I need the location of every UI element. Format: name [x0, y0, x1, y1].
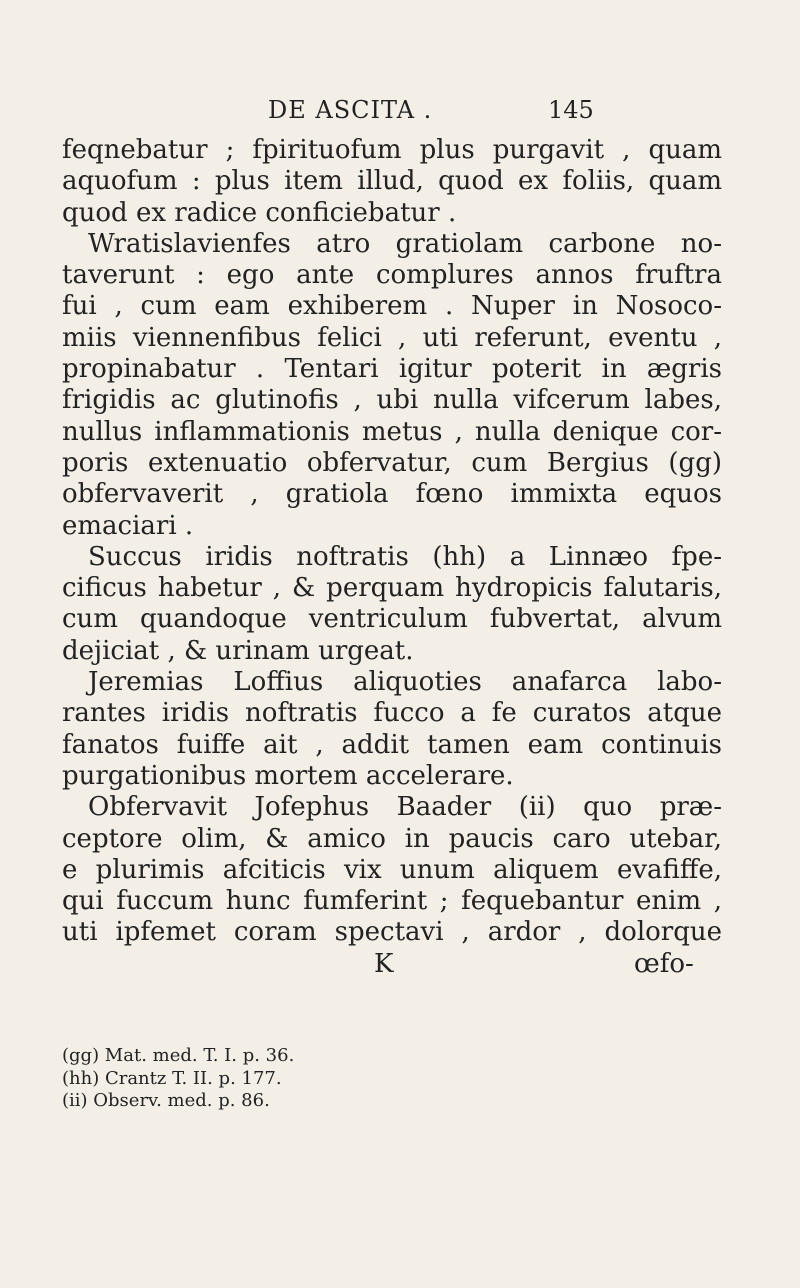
running-head: DE ASCITA .: [268, 96, 433, 124]
page-header: [0, 96, 800, 136]
text-line: emaciari .: [62, 510, 194, 541]
text-line: feqnebatur ; fpirituofum plus purgavit , quam: [62, 135, 722, 165]
footnote: (ii) Observ. med. p. 86.: [62, 1090, 270, 1111]
signature-mark: K: [374, 948, 394, 979]
text-line: e plurimis afciticis vix unum aliquem evafiffe,: [62, 854, 722, 885]
text-line: frigidis ac glutinofis , ubi nulla vifcerum labes,: [62, 385, 722, 416]
text-line: dejiciat , & urinam urgeat.: [62, 635, 414, 666]
text-line: Obfervavit Jofephus Baader (ii) quo præ-: [88, 792, 722, 823]
text-line: cificus habetur , & perquam hydropicis falutaris,: [62, 573, 722, 604]
text-line: taverunt : ego ante complures annos fruftra: [62, 260, 722, 291]
footnote: (gg) Mat. med. T. I. p. 36.: [62, 1045, 295, 1066]
text-line: rantes iridis noftratis fucco a fe curatos atque: [62, 698, 722, 729]
catchword: œfo-: [634, 948, 694, 979]
text-line: propinabatur . Tentari igitur poterit in ægris: [62, 354, 722, 385]
page-number: 145: [548, 96, 594, 124]
text-line: cum quandoque ventriculum fubvertat, alvum: [62, 604, 722, 635]
text-line: aquofum : plus item illud, quod ex foliis, quam: [62, 166, 722, 197]
text-line: fanatos fuiffe ait , addit tamen eam continuis: [62, 729, 722, 760]
text-line: quod ex radice conficiebatur .: [62, 197, 457, 228]
text-line: Jeremias Loffius aliquoties anafarca labo-: [88, 667, 722, 698]
text-line: fui , cum eam exhiberem . Nuper in Nosoco-: [62, 291, 722, 322]
footnotes: [62, 1045, 722, 1113]
body-text: [62, 135, 722, 980]
text-line: qui fuccum hunc fumferint ; fequebantur enim ,: [62, 886, 722, 917]
text-line: nullus inflammationis metus , nulla denique cor-: [62, 416, 722, 447]
text-line: obfervaverit , gratiola fœno immixta equos: [62, 479, 722, 510]
text-line: Wratislavienfes atro gratiolam carbone no-: [88, 228, 722, 259]
signature-line: [62, 949, 722, 980]
footnote: (hh) Crantz T. II. p. 177.: [62, 1067, 282, 1089]
text-line: miis viennenfibus felici , uti referunt, eventu ,: [62, 322, 722, 353]
text-line: uti ipfemet coram spectavi , ardor , dolorque: [62, 917, 722, 948]
text-line: ceptore olim, & amico in paucis caro utebar,: [62, 823, 722, 854]
text-line: purgationibus mortem accelerare.: [62, 760, 514, 791]
text-line: Succus iridis noftratis (hh) a Linnæo fpe-: [88, 541, 722, 572]
text-line: poris extenuatio obfervatur, cum Bergius (gg): [62, 447, 722, 478]
